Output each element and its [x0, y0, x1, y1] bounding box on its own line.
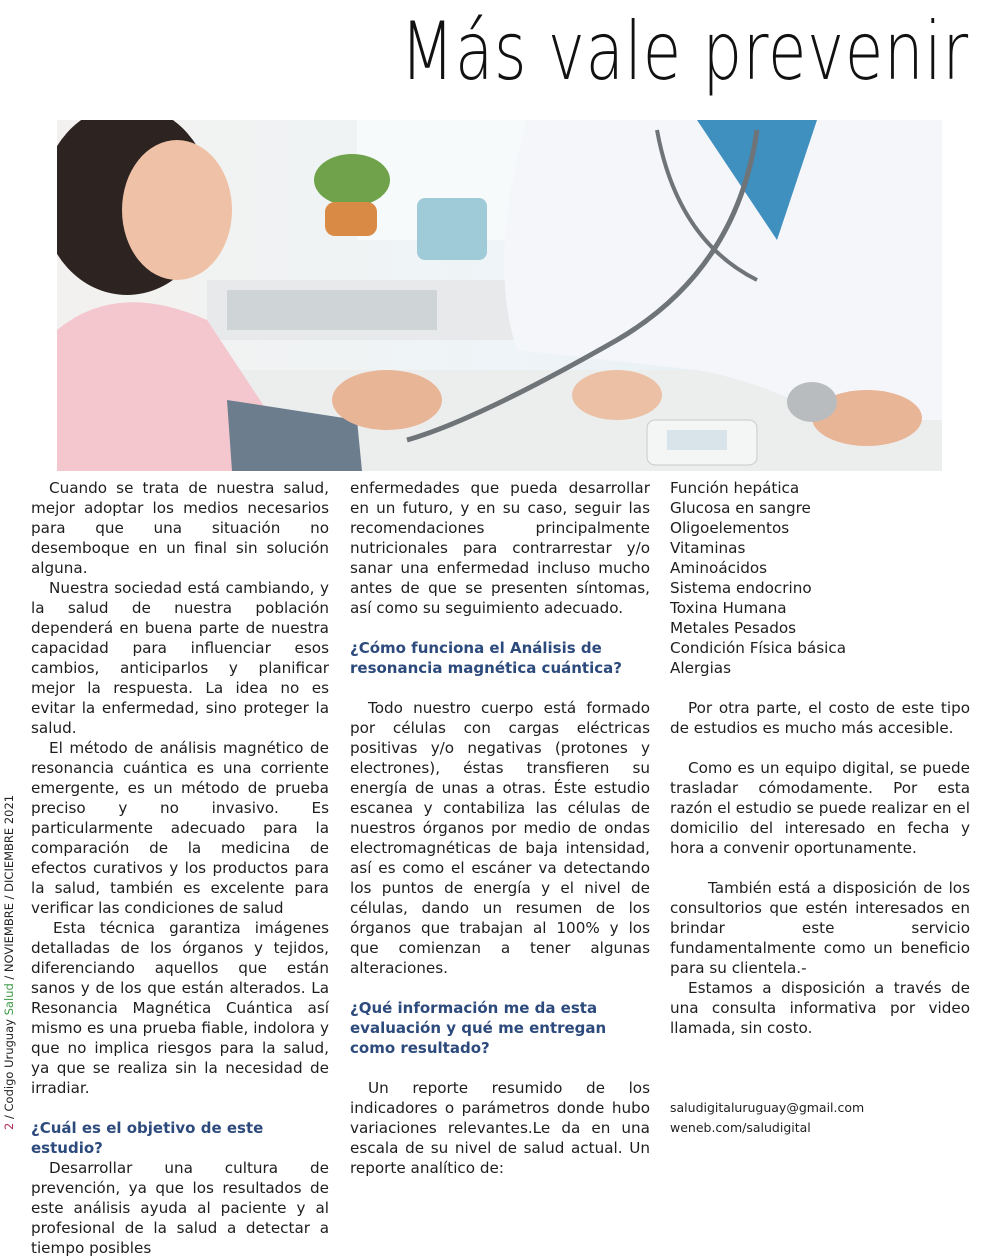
paragraph: Desarrollar una cultura de prevención, ya que los resultados de este análisis ayuda al paciente y al profesional de la salud a detectar a tiempo posibles	[31, 1159, 329, 1257]
paragraph: El método de análisis magnético de resonancia cuántica es una corriente emergente, es un método de prueba preciso y no invasivo. Es particularmente adecuado para la comparación de la medicina de efectos curativos y los productos para la salud, también es excelente para verificar las condiciones de salud	[31, 739, 329, 917]
list-item: Vitaminas	[670, 539, 746, 557]
list-item: Sistema endocrino	[670, 579, 812, 597]
section-heading: ¿Cómo funciona el Análisis de resonancia magnética cuántica?	[350, 639, 622, 677]
analysis-list	[670, 478, 970, 678]
list-item: Condición Física básica	[670, 639, 847, 657]
paragraph: Esta técnica garantiza imágenes detalladas de los órganos y tejidos, diferenciando aquellos que están sanos y de los que están alterados. La Resonancia Magnética Cuántica así mismo es una prueba fiable, indolora y que no implica riesgos para la salud, ya que se realiza sin la necesidad de irradiar.	[31, 919, 329, 1097]
contact-email[interactable]: saludigitaluruguay@gmail.com	[670, 1100, 865, 1115]
list-item: Toxina Humana	[670, 599, 787, 617]
page-footer-vertical	[1, 790, 17, 1130]
paragraph: Nuestra sociedad está cambiando, y la salud de nuestra población dependerá en buena parte de nuestra capacidad para influenciar esos cambios, anticiparlos y planificar mejor la respuesta. La idea no es evitar la enfermedad, sino proteger la salud.	[31, 579, 329, 737]
contact-website[interactable]: weneb.com/saludigital	[670, 1120, 811, 1135]
section-heading: ¿Qué información me da esta evaluación y qué me entregan como resultado?	[350, 999, 607, 1057]
paragraph: Todo nuestro cuerpo está formado por células con cargas eléctricas positivas y/o negativas (protones y electrones), éstas transfieren su energía de unas a otras. Éste estudio escanea y contabiliza las células de nuestros órganos por medio de ondas electromagnéticas de baja intensidad, así es como el escáner va detectando los puntos de energía y el nivel de células, dando un resumen de los órganos que trabajan al 100% y los que comienzan a tener algunas alteraciones.	[350, 699, 650, 977]
page-title: Más vale prevenir	[400, 5, 969, 98]
photo-illustration	[57, 120, 942, 471]
list-item: Metales Pesados	[670, 619, 797, 637]
article-column-2	[350, 478, 650, 1178]
section-heading: ¿Cuál es el objetivo de este estudio?	[31, 1119, 264, 1157]
paragraph: Por otra parte, el costo de este tipo de estudios es mucho más accesible.	[670, 699, 970, 737]
paragraph: Estamos a disposición a través de una consulta informativa por video llamada, sin costo.	[670, 979, 970, 1037]
paragraph: Un reporte resumido de los indicadores o parámetros donde hubo variaciones relevantes.Le da en una escala de su nivel de salud actual. Un reporte analítico de:	[350, 1079, 650, 1177]
paragraph: También está a disposición de los consultorios que estén interesados en brindar este servicio fundamentalmente como un beneficio para su clientela.-	[670, 879, 970, 977]
list-item: Aminoácidos	[670, 559, 768, 577]
paragraph: Como es un equipo digital, se puede trasladar cómodamente. Por esta razón el estudio se puede realizar en el domicilio del interesado en fecha y hora a convenir oportunamente.	[670, 759, 970, 857]
list-item: Alergias	[670, 659, 732, 677]
page-number: 2	[2, 1122, 16, 1130]
paragraph: enfermedades que pueda desarrollar en un futuro, y en su caso, seguir las recomendaciones principalmente nutricionales para contrarrestar y/o sanar una enfermedad incluso mucho antes de que se presenten síntomas, así como su seguimiento adecuado.	[350, 479, 650, 617]
list-item: Función hepática	[670, 479, 800, 497]
publication-name: / Codigo Uruguay	[2, 1015, 16, 1123]
section-name: Salud	[2, 983, 16, 1016]
paragraph: Cuando se trata de nuestra salud, mejor adoptar los medios necesarios para que una situación no desemboque en un final sin solución alguna.	[31, 479, 329, 577]
article-column-1	[31, 478, 329, 1258]
list-item: Glucosa en sangre	[670, 499, 811, 517]
article-column-3	[670, 478, 970, 1138]
issue-date: / NOVIEMBRE / DICIEMBRE 2021	[2, 794, 16, 984]
list-item: Oligoelementos	[670, 519, 790, 537]
doctor-blood-pressure-photo	[57, 120, 942, 471]
